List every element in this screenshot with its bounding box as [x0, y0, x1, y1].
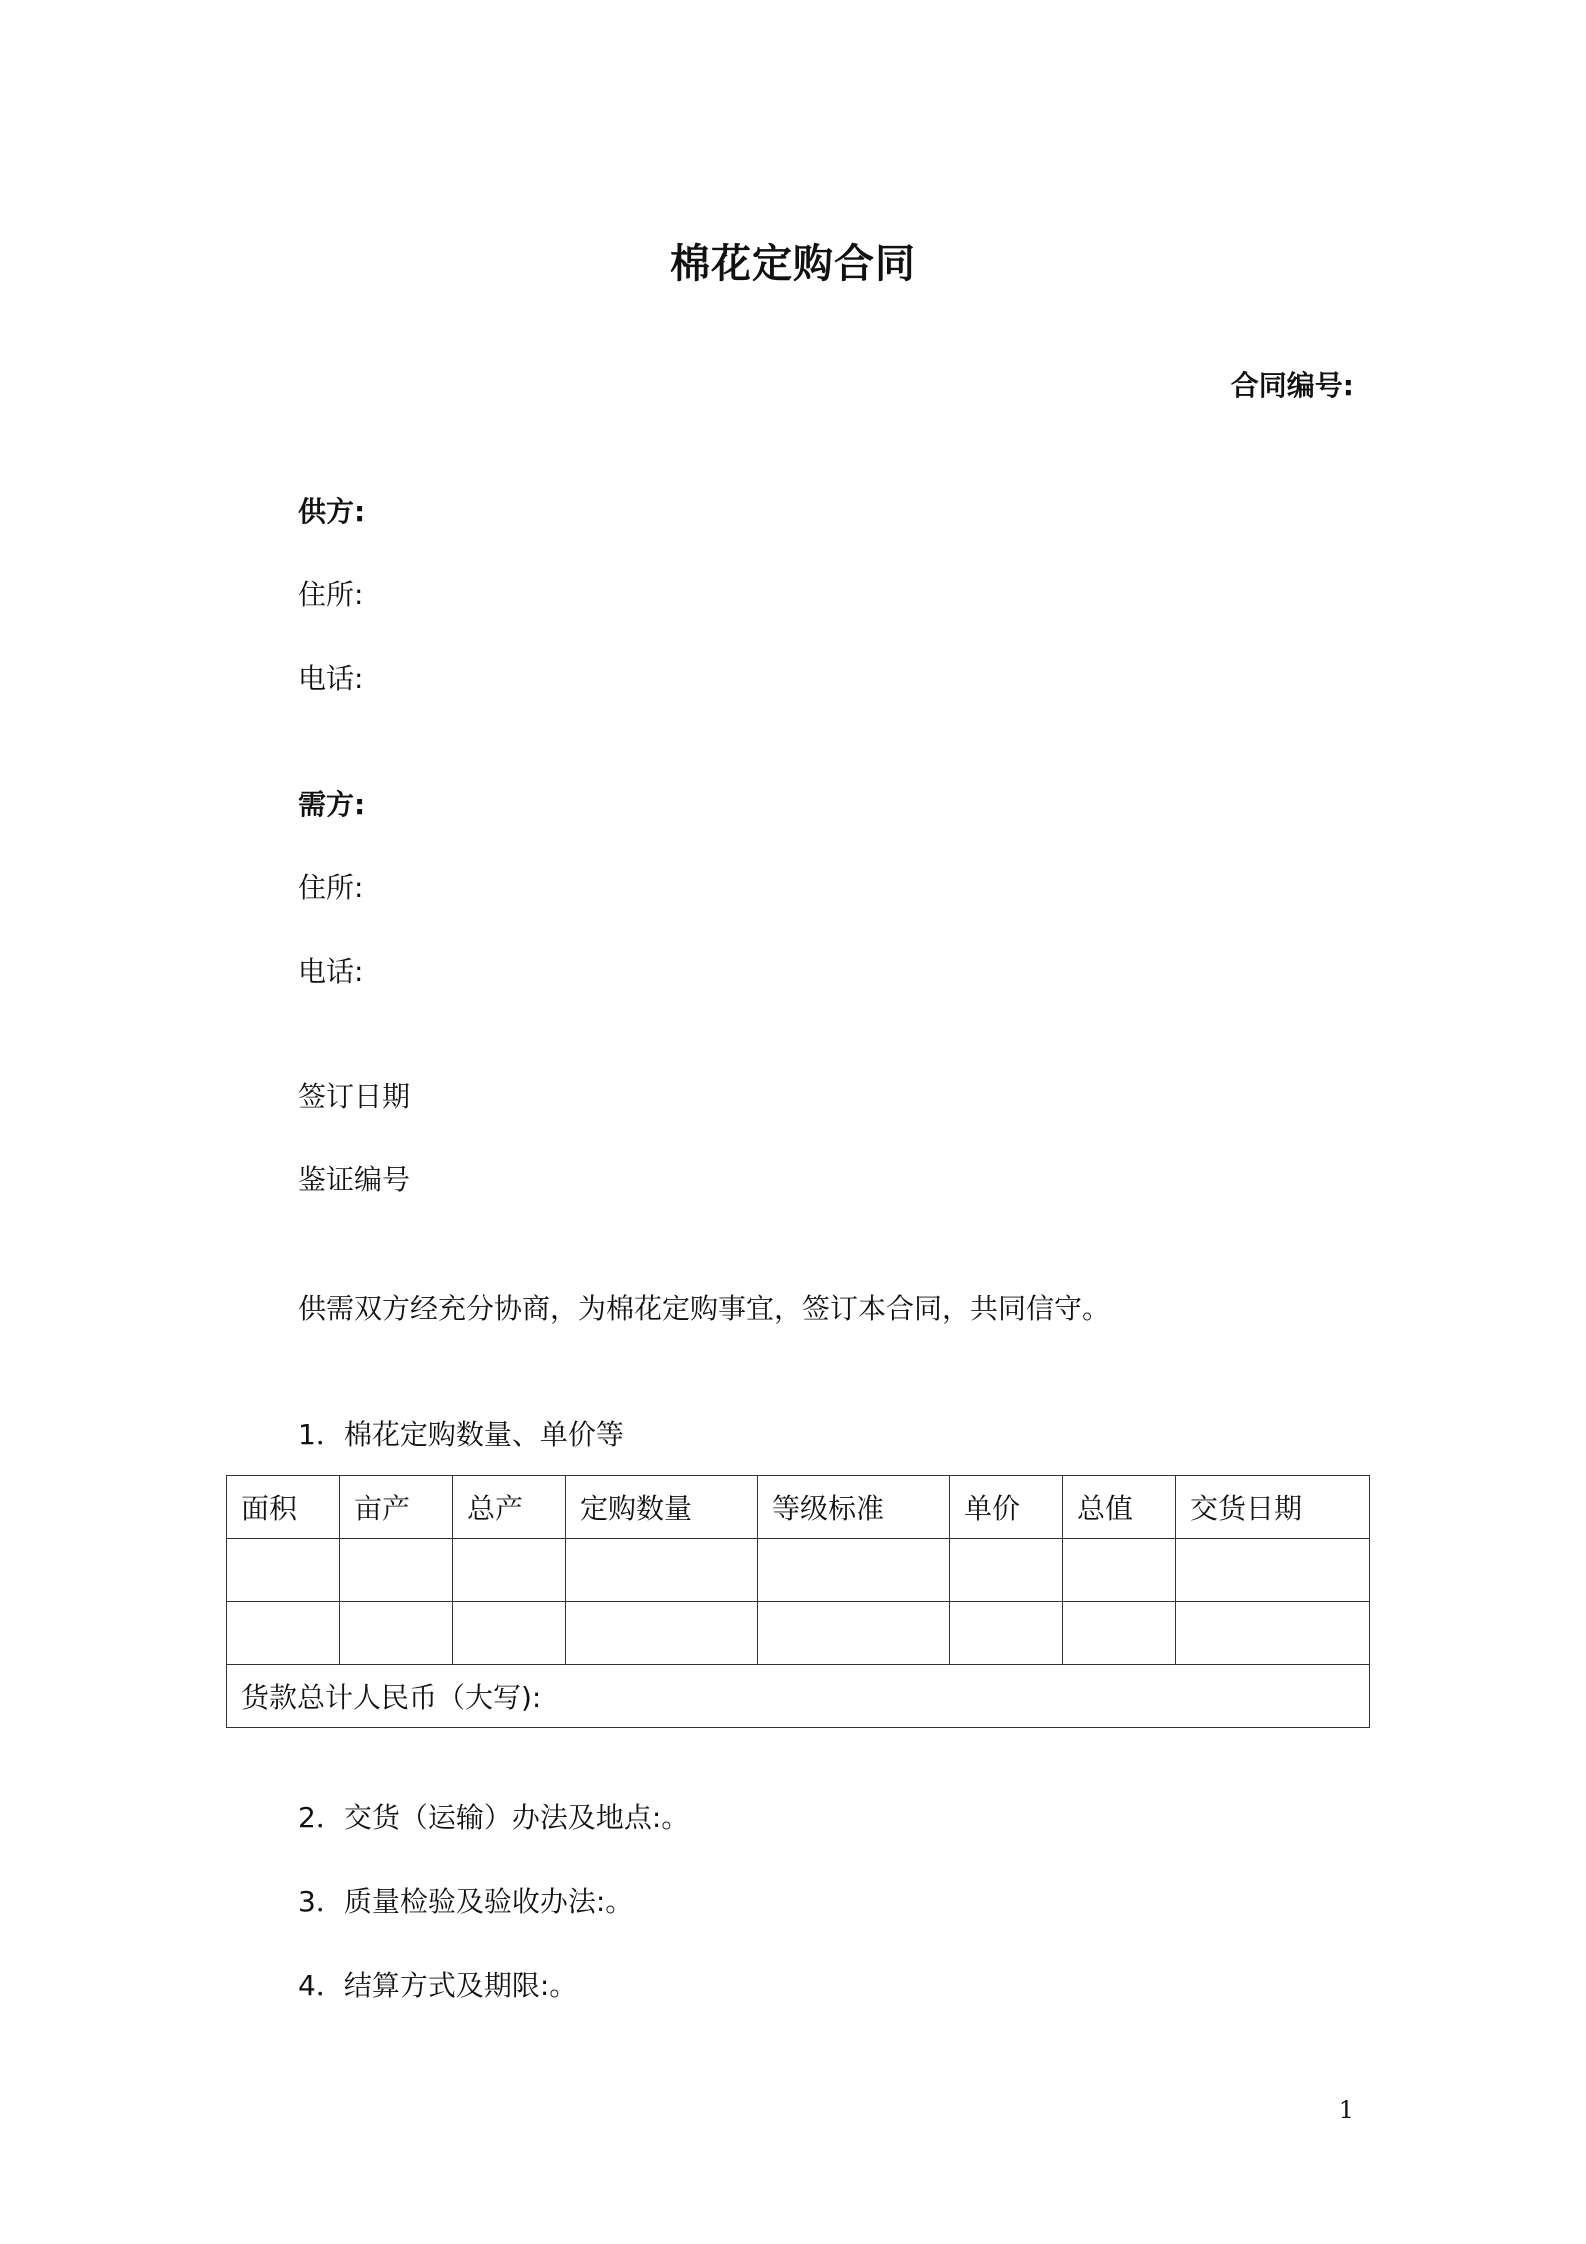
table-cell[interactable]: [340, 1539, 453, 1602]
table-row: [227, 1602, 1370, 1665]
table-cell[interactable]: [453, 1539, 566, 1602]
contract-number-label: 合同编号:: [1230, 369, 1354, 402]
table-cell[interactable]: [1176, 1539, 1370, 1602]
table-cell[interactable]: [1063, 1602, 1176, 1665]
section-2-delivery: 2．交货（运输）办法及地点:。: [298, 1801, 690, 1834]
supplier-heading: 供方:: [298, 495, 366, 528]
sign-date-label: 签订日期: [298, 1080, 411, 1113]
table-cell[interactable]: [227, 1539, 340, 1602]
page-number: 1: [1338, 2096, 1354, 2124]
table-cell[interactable]: [1063, 1539, 1176, 1602]
authentication-number-label: 鉴证编号: [298, 1163, 411, 1196]
total-amount-label: 货款总计人民币（大写):: [227, 1665, 1370, 1728]
table-cell[interactable]: [566, 1539, 758, 1602]
header-cell-order-quantity: 定购数量: [566, 1476, 758, 1539]
buyer-address-label: 住所:: [298, 871, 364, 904]
buyer-heading: 需方:: [298, 788, 366, 821]
section-4-settlement: 4．结算方式及期限:。: [298, 1969, 578, 2002]
table-cell[interactable]: [1176, 1602, 1370, 1665]
header-cell-grade-standard: 等级标准: [758, 1476, 950, 1539]
header-cell-total-value: 总值: [1063, 1476, 1176, 1539]
table-cell[interactable]: [566, 1602, 758, 1665]
header-cell-area: 面积: [227, 1476, 340, 1539]
buyer-phone-label: 电话:: [298, 955, 364, 988]
table-cell[interactable]: [340, 1602, 453, 1665]
header-cell-total-output: 总产: [453, 1476, 566, 1539]
intro-paragraph: 供需双方经充分协商，为棉花定购事宜，签订本合同，共同信守。: [298, 1292, 1111, 1325]
header-cell-delivery-date: 交货日期: [1176, 1476, 1370, 1539]
document-title: 棉花定购合同: [670, 241, 916, 287]
table-cell[interactable]: [758, 1539, 950, 1602]
section-3-quality-inspection: 3．质量检验及验收办法:。: [298, 1885, 634, 1918]
table-total-row: [227, 1665, 1370, 1728]
supplier-phone-label: 电话:: [298, 662, 364, 695]
section-1-title: 1．棉花定购数量、单价等: [298, 1418, 624, 1451]
table-cell[interactable]: [227, 1602, 340, 1665]
order-quantity-table: [226, 1475, 1370, 1728]
supplier-address-label: 住所:: [298, 578, 364, 611]
header-cell-yield-per-mu: 亩产: [340, 1476, 453, 1539]
table-row: [227, 1539, 1370, 1602]
table-cell[interactable]: [950, 1539, 1063, 1602]
table-cell[interactable]: [950, 1602, 1063, 1665]
header-cell-unit-price: 单价: [950, 1476, 1063, 1539]
table-header-row: [227, 1476, 1370, 1539]
table-cell[interactable]: [758, 1602, 950, 1665]
table-cell[interactable]: [453, 1602, 566, 1665]
